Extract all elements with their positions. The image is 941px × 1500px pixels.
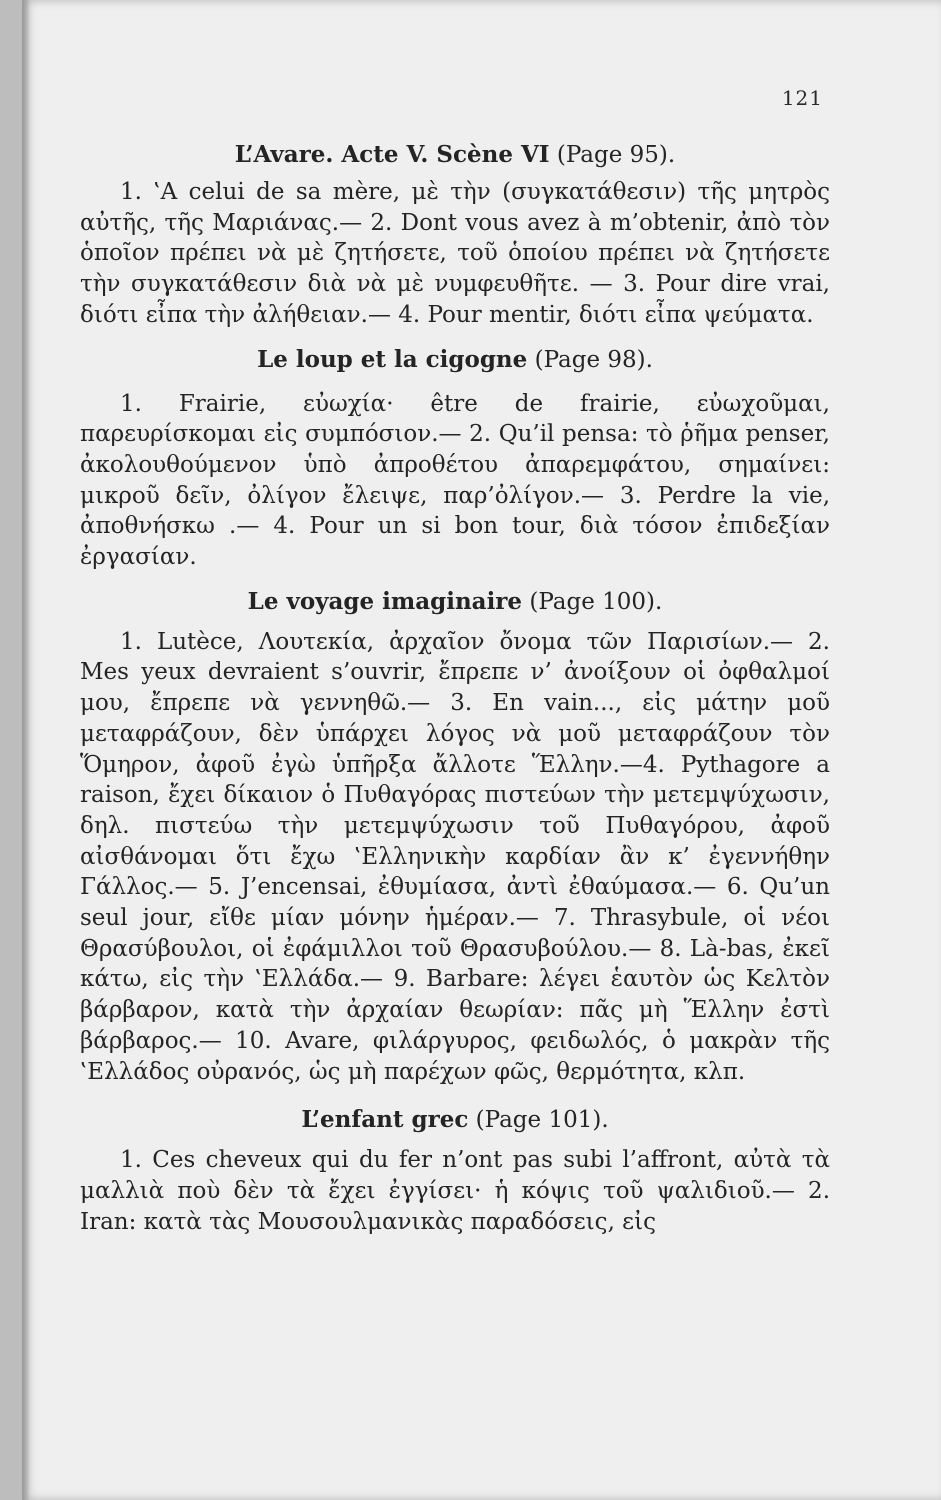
section-heading-enfant: [80, 1105, 830, 1135]
section-title: Le voyage imaginaire: [247, 587, 523, 615]
section-page-ref: (Page 95).: [556, 142, 676, 168]
section-title: L’Avare. Acte V. Scène VI: [234, 141, 550, 168]
page-content: [80, 140, 830, 1237]
section-page-ref: (Page 98).: [534, 346, 653, 373]
section-notes-avare: 1. ‛A celui de sa mère, μὲ τὴν (συγκατάθεσιν) τῆς μητρὸς αὐτῆς, τῆς Μαριάνας.— 2. Dont vous avez à m’obtenir, ἀπὸ τὸν ὁποῖον πρέπει νὰ μὲ ζητήσετε, τοῦ ὁποίου πρέπει νὰ ζητήσετε τὴν συγκατάθεσιν διὰ νὰ μὲ νυμφευθῆτε. — 3. Pour dire vrai, διότι εἶπα τὴν ἀλήθειαν.— 4. Pour mentir, διότι εἶπα ψεύματα.: [80, 179, 830, 328]
section-heading-loup: [80, 345, 830, 375]
section-page-ref: (Page 100).: [529, 588, 663, 615]
section-heading-voyage: [80, 587, 830, 617]
section-title: L’enfant grec: [301, 1106, 469, 1134]
book-page: [22, 0, 941, 1500]
page-number: 121: [781, 86, 823, 110]
section-heading-avare: [80, 140, 830, 170]
section-notes-loup: 1. Frairie, εὐωχία· être de frairie, εὐωχοῦμαι, παρευρίσκομαι εἰς συμπόσιον.— 2. Qu’il pensa: τὸ ῥῆμα penser, ἀκολουθούμενον ὑπὸ ἀπροθέτου ἀπαρεμφάτου, σημαίνει: μικροῦ δεῖν, ὀλίγον ἔλειψε, παρ’ὀλίγον.— 3. Perdre la vie, ἀποθνήσκω .— 4. Pour un si bon tour, διὰ τόσον ἐπιδεξίαν ἐργασίαν.: [80, 390, 830, 571]
section-notes-enfant: 1. Ces cheveux qui du fer n’ont pas subi l’affront, αὐτὰ τὰ μαλλιὰ ποὺ δὲν τὰ ἔχει ἐγγίσει· ἡ κόψις τοῦ ψαλιδιοῦ.— 2. Iran: κατὰ τὰς Μουσουλμανικὰς παραδόσεις, εἰς: [80, 1147, 830, 1235]
section-notes-voyage: 1. Lutèce, Λουτεκία, ἀρχαῖον ὄνομα τῶν Παρισίων.— 2. Mes yeux devraient s’ouvrir, ἔπρεπε ν’ ἀνοίξουν οἱ ὀφθαλμοί μου, ἔπρεπε νὰ γεννηθῶ.— 3. En vain..., εἰς μάτην μοῦ μεταφράζουν, δὲν ὑπάρχει λόγος νὰ μοῦ μεταφράζουν τὸν Ὅμηρον, ἀφοῦ ἐγὼ ὑπῆρξα ἄλλοτε Ἕλλην.—4. Pythagore a raison, ἔχει δίκαιον ὁ Πυθαγόρας πιστεύων τὴν μετεμψύχωσιν, δηλ. πιστεύω τὴν μετεμψύχωσιν τοῦ Πυθαγόρου, ἀφοῦ αἰσθάνομαι ὅτι ἔχω ‛Ελληνικὴν καρδίαν ἂν κ’ ἐγεννήθην Γάλλος.— 5. J’encensai, ἐθυμίασα, ἀντὶ ἐθαύμασα.— 6. Qu’un seul jour, εἴθε μίαν μόνην ἡμέραν.— 7. Thrasybule, οἱ νέοι Θρασύβουλοι, οἱ ἐφάμιλλοι τοῦ Θρασυβούλου.— 8. Là-bas, ἐκεῖ κάτω, εἰς τὴν ‛Ελλάδα.— 9. Barbare: λέγει ἑαυτὸν ὡς Κελτὸν βάρβαρον, κατὰ τὴν ἀρχαίαν θεωρίαν: πᾶς μὴ Ἕλλην ἐστὶ βάρβαρος.— 10. Avare, φιλάργυρος, φειδωλός, ὁ μακρὰν τῆς ‛Ελλάδος οὐρανός, ὡς μὴ παρέχων φῶς, θερμότητα, κλπ.: [80, 628, 830, 1085]
section-page-ref: (Page 101).: [475, 1107, 609, 1134]
section-title: Le loup et la cigogne: [257, 345, 528, 373]
